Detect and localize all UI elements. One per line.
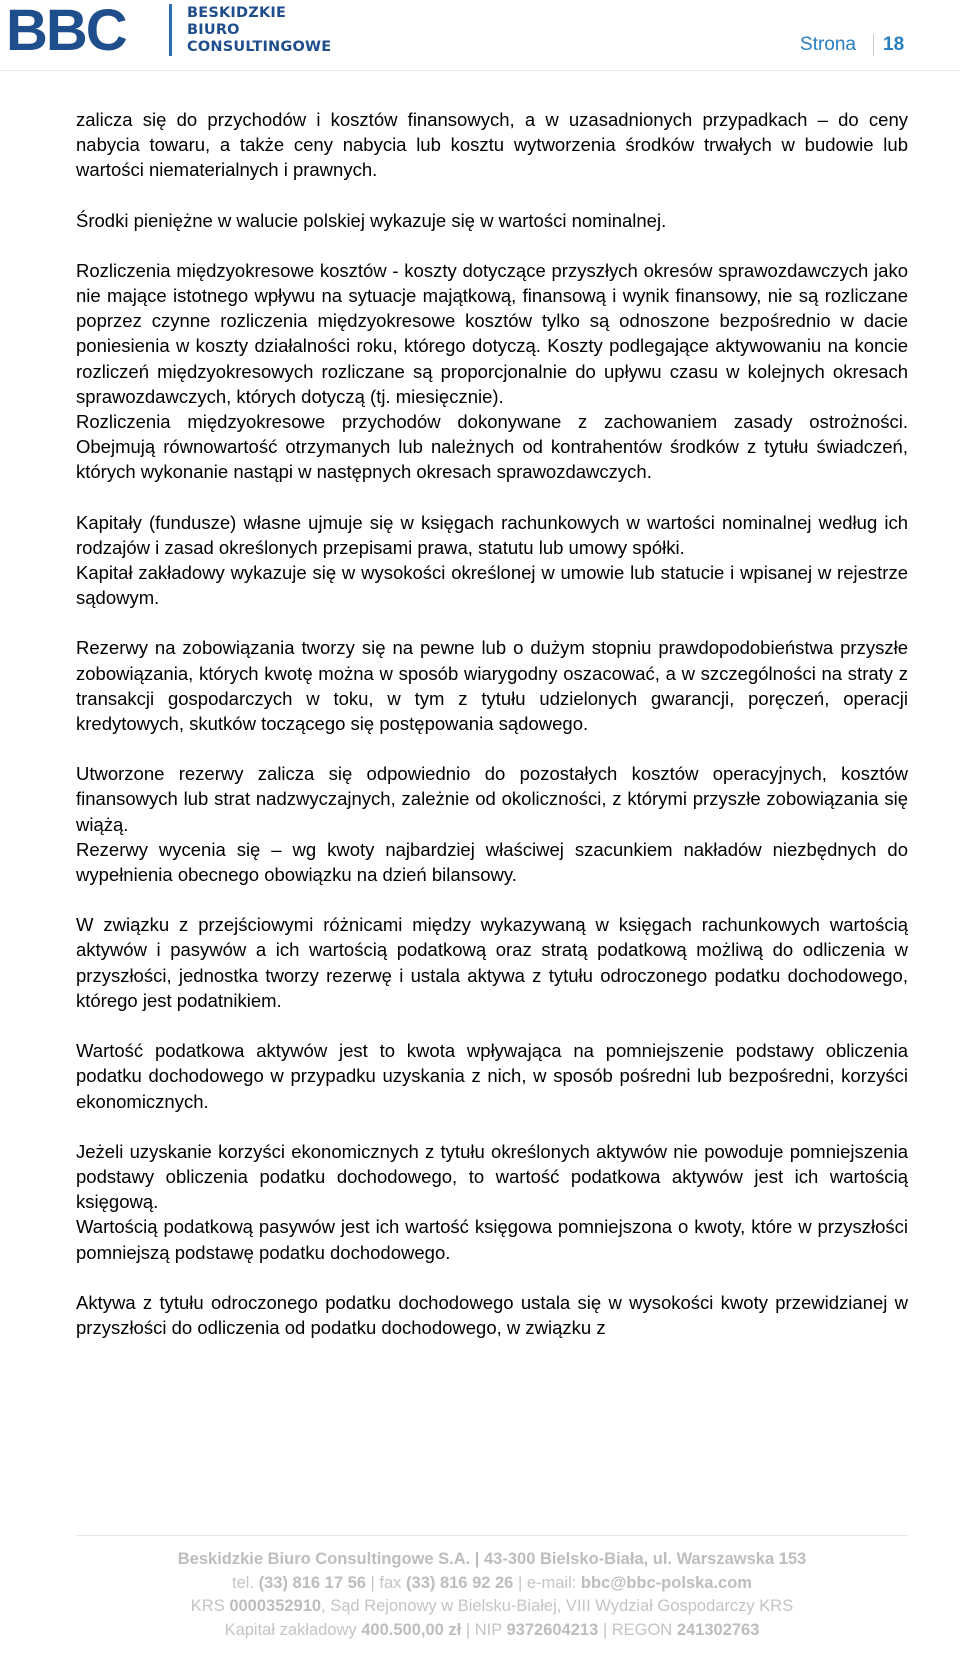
paragraph: zalicza się do przychodów i kosztów finansowych, a w uzasadnionych przypadkach – do ceny nabycia towaru, a także ceny nabycia lub kosztu wytworzenia środków trwałych w budowie lub wartości niematerialnych i prawnych.	[76, 109, 908, 181]
footer-company-line	[76, 1548, 908, 1572]
footer-nip: 9372604213	[506, 1620, 599, 1639]
footer-contact-line	[76, 1572, 908, 1596]
paragraph: Aktywa z tytułu odroczonego podatku dochodowego ustala się w wysokości kwoty przewidzianej w przyszłości do odliczenia od podatku dochodowego, w związku z	[76, 1291, 908, 1338]
logo-divider	[169, 4, 172, 56]
footer-text: | fax	[365, 1573, 407, 1592]
footer-krs-line	[76, 1595, 908, 1619]
logo-line: BESKIDZKIE	[187, 5, 287, 21]
logo-line: BIURO	[187, 22, 240, 38]
paragraph: Rezerwy na zobowiązania tworzy się na pewne lub o dużym stopniu prawdopodobieństwa przyszłe zobowiązania, których kwotę można w sposób wiarygodny oszacować, a w szczególności na straty z transakcji gospodarczych w toku, w tym z tytułu udzielonych gwarancji, poręczeń, operacji kredytowych, skutków toczącego się postępowania sądowego.	[76, 637, 908, 735]
paragraph: Wartością podatkową pasywów jest ich wartość księgowa pomniejszona o kwoty, które w przyszłości pomniejszą podstawę podatku dochodowego.	[76, 1216, 908, 1263]
footer-phone: (33) 816 17 56	[258, 1573, 366, 1592]
footer-text: | e-mail:	[513, 1573, 581, 1592]
page-number-divider	[873, 34, 874, 56]
logo-line: CONSULTINGOWE	[187, 39, 332, 55]
paragraph: Kapitały (fundusze) własne ujmuje się w księgach rachunkowych w wartości nominalnej według ich rodzajów i zasad określonych przepisami prawa, statutu lub umowy spółki.	[76, 511, 908, 558]
footer-regon: 241302763	[676, 1620, 760, 1639]
footer-text: | REGON	[598, 1620, 677, 1639]
paragraph: W związku z przejściowymi różnicami między wykazywaną w księgach rachunkowych wartością aktywów i pasywów a ich wartością podatkową oraz stratą podatkową możliwą do odliczenia w przyszłości, jednostka tworzy rezerwę i ustala aktywa z tytułu odroczonego podatku dochodowego, którego jest podatnikiem.	[76, 914, 908, 1011]
logo-wordmark	[187, 5, 331, 56]
paragraph: Rozliczenia międzyokresowe kosztów - koszty dotyczące przyszłych okresów sprawozdawczych jako nie mające istotnego wpływu na sytuacje majątkową, finansową i wynik finansowy, nie są rozliczane poprzez czynne rozliczenia międzyokresowe kosztów tylko są odnoszone bezpośrednio w dacie poniesienia w koszty działalności roku, którego dotyczą. Koszty podlegające aktywowaniu na koncie rozliczeń międzyokresowych rozliczane są proporcjonalnie do upływu czasu w kolejnych okresach sprawozdawczych, których dotyczą (tj. miesięcznie).	[76, 259, 908, 407]
paragraph: Jeżeli uzyskanie korzyści ekonomicznych z tytułu określonych aktywów nie powoduje pomniejszenia podstawy obliczenia podatku dochodowego, to wartość podatkowa aktywów jest ich wartością księgową.	[76, 1140, 908, 1213]
paragraph: Środki pieniężne w walucie polskiej wykazuje się w wartości nominalnej.	[76, 209, 667, 231]
footer-fax: (33) 816 92 26	[406, 1573, 514, 1592]
footer-company: Beskidzkie Biuro Consultingowe S.A. | 43-300 Bielsko-Biała, ul. Warszawska 153	[177, 1550, 807, 1568]
footer-email: bbc@bbc-polska.com	[580, 1573, 752, 1592]
footer-text: KRS	[190, 1597, 230, 1616]
paragraph: Rezerwy wycenia się – wg kwoty najbardziej właściwej szacunkiem nakładów niezbędnych do wypełnienia obecnego obowiązku na dzień bilansowy.	[76, 838, 908, 886]
page-footer	[76, 1548, 908, 1642]
footer-text: Kapitał zakładowy	[224, 1620, 362, 1639]
page-label: Strona	[800, 34, 856, 55]
footer-text: , Sąd Rejonowy w Bielsku-Białej, VIII Wydział Gospodarczy KRS	[321, 1597, 794, 1616]
document-body	[76, 107, 908, 1340]
page-number: 18	[883, 34, 905, 55]
paragraph: Utworzone rezerwy zalicza się odpowiednio do pozostałych kosztów operacyjnych, kosztów finansowych lub strat nadzwyczajnych, zależnie od okoliczności, z którymi przyszłe zobowiązania się wiążą.	[76, 763, 908, 835]
footer-capital: 400.500,00 zł	[361, 1620, 462, 1639]
logo-mark: BBC	[6, 0, 126, 63]
footer-text: tel.	[232, 1573, 259, 1592]
page-header	[0, 0, 960, 71]
footer-text: | NIP	[461, 1620, 507, 1639]
paragraph: Wartość podatkowa aktywów jest to kwota wpływająca na pomniejszenie podstawy obliczenia podatku dochodowego w przypadku uzyskania z nich, w sposób pośredni lub bezpośredni, korzyści ekonomicznych.	[76, 1040, 908, 1112]
footer-divider	[76, 1535, 908, 1536]
footer-capital-line	[76, 1619, 908, 1643]
footer-krs: 0000352910	[229, 1597, 322, 1616]
paragraph: Rozliczenia międzyokresowe przychodów dokonywane z zachowaniem zasady ostrożności. Obejmują równowartość otrzymanych lub należnych od kontrahentów środków z tytułu świadczeń, których wykonanie nastąpi w następnych okresach sprawozdawczych.	[76, 411, 908, 483]
paragraph: Kapitał zakładowy wykazuje się w wysokości określonej w umowie lub statucie i wpisanej w rejestrze sądowym.	[76, 562, 908, 609]
